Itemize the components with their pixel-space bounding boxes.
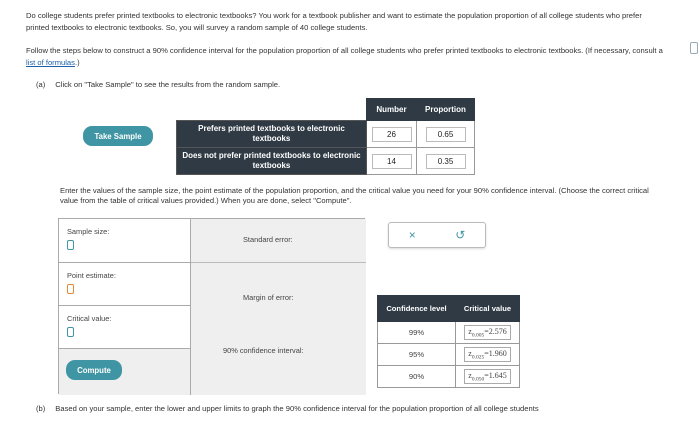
table-row: [177, 121, 475, 148]
answer-toolbar: [388, 222, 486, 248]
z-symbol: z: [468, 348, 472, 358]
row-label-not-prefer: Does not prefer printed textbooks to electronic textbooks: [177, 148, 367, 175]
value-number-not-prefer: 14: [372, 154, 412, 169]
formulas-link[interactable]: list of formulas: [26, 58, 75, 67]
sample-header-proportion: Proportion: [417, 99, 475, 121]
undo-icon[interactable]: ↺: [455, 228, 466, 242]
crit-table-header-row: [378, 296, 520, 322]
cell-proportion-prefers: [417, 121, 475, 148]
crit-value-99: [464, 325, 510, 341]
row-label-prefers: Prefers printed textbooks to electronic textbooks: [177, 121, 367, 148]
critical-value-input[interactable]: [67, 327, 74, 337]
clear-icon[interactable]: ×: [408, 228, 416, 242]
confidence-interval-cell: [191, 306, 366, 395]
crit-value-99-cell: [456, 322, 520, 344]
sample-size-label: Sample size:: [67, 227, 110, 236]
table-row: [378, 322, 520, 344]
crit-level-95: 95%: [378, 344, 456, 366]
instructions-end: .): [74, 58, 80, 67]
margin-of-error-label: Margin of error:: [243, 293, 294, 302]
critical-values-table: [377, 295, 520, 388]
part-a-text: Click on "Take Sample" to see the results from the random sample.: [55, 80, 281, 89]
point-estimate-cell: [59, 263, 191, 306]
part-b-label: (b): [36, 404, 46, 413]
part-b-text: Based on your sample, enter the lower and upper limits to graph the 90% confidence interval for the population proportion of all college students: [55, 404, 539, 413]
problem-intro: Do college students prefer printed textbooks to electronic textbooks? You work for a textbook publisher and want to estimate the population proportion of all college students who prefer printed textbooks to electronic textbooks. So, you will survey a random sample of 40 college students.: [26, 11, 642, 32]
cell-proportion-not-prefer: [417, 148, 475, 175]
sample-table-header-row: [177, 99, 475, 121]
cell-number-prefers: [367, 121, 417, 148]
crit-level-99: 99%: [378, 322, 456, 344]
instructions: [26, 45, 666, 69]
part-a: [36, 80, 280, 89]
point-estimate-input[interactable]: [67, 284, 74, 294]
value-proportion-prefers: 0.65: [426, 127, 466, 142]
z-subscript: 0.025: [471, 354, 485, 361]
crit-header-level: Confidence level: [378, 296, 456, 322]
compute-button[interactable]: Compute: [66, 360, 122, 380]
critical-value-cell: [59, 306, 191, 349]
value-proportion-not-prefer: 0.35: [426, 154, 466, 169]
z-value: =2.576: [484, 326, 507, 336]
crit-level-90: 90%: [378, 366, 456, 388]
critical-value-label: Critical value:: [67, 314, 112, 323]
instructions-text: Follow the steps below to construct a 90% confidence interval for the population proportion of all college students who prefer printed textbooks to electronic textbooks. (If necessary, consult a: [26, 46, 663, 55]
panel-toggle-icon[interactable]: [690, 42, 698, 54]
z-symbol: z: [468, 326, 472, 336]
crit-header-value: Critical value: [456, 296, 520, 322]
part-a-label: (a): [36, 80, 46, 89]
sample-header-number: Number: [367, 99, 417, 121]
sample-table-corner: [177, 99, 367, 121]
crit-value-90: [464, 369, 510, 385]
standard-error-label: Standard error:: [243, 235, 293, 244]
z-value: =1.960: [484, 348, 507, 358]
enter-values-instructions: Enter the values of the sample size, the point estimate of the population proportion, and the critical value you need for your 90% confidence interval. (Choose the correct critical value from the table of critical values provided.) When you are done, select "Compute".: [60, 186, 649, 205]
cell-number-not-prefer: [367, 148, 417, 175]
confidence-interval-label: 90% confidence interval:: [223, 346, 304, 355]
part-b: [36, 404, 539, 413]
sample-size-input[interactable]: [67, 240, 74, 250]
table-row: [378, 366, 520, 388]
table-row: [177, 148, 475, 175]
point-estimate-label: Point estimate:: [67, 271, 116, 280]
table-row: [378, 344, 520, 366]
z-subscript: 0.050: [471, 376, 485, 383]
standard-error-cell: [191, 219, 366, 263]
z-subscript: 0.005: [471, 332, 485, 339]
z-symbol: z: [468, 370, 472, 380]
take-sample-button[interactable]: Take Sample: [83, 126, 153, 146]
sample-size-cell: [59, 219, 191, 263]
sample-results-table: [176, 98, 475, 175]
crit-value-90-cell: [456, 366, 520, 388]
margin-of-error-cell: [191, 263, 366, 306]
z-value: =1.645: [484, 370, 507, 380]
crit-value-95: [464, 347, 510, 363]
crit-value-95-cell: [456, 344, 520, 366]
value-number-prefers: 26: [372, 127, 412, 142]
